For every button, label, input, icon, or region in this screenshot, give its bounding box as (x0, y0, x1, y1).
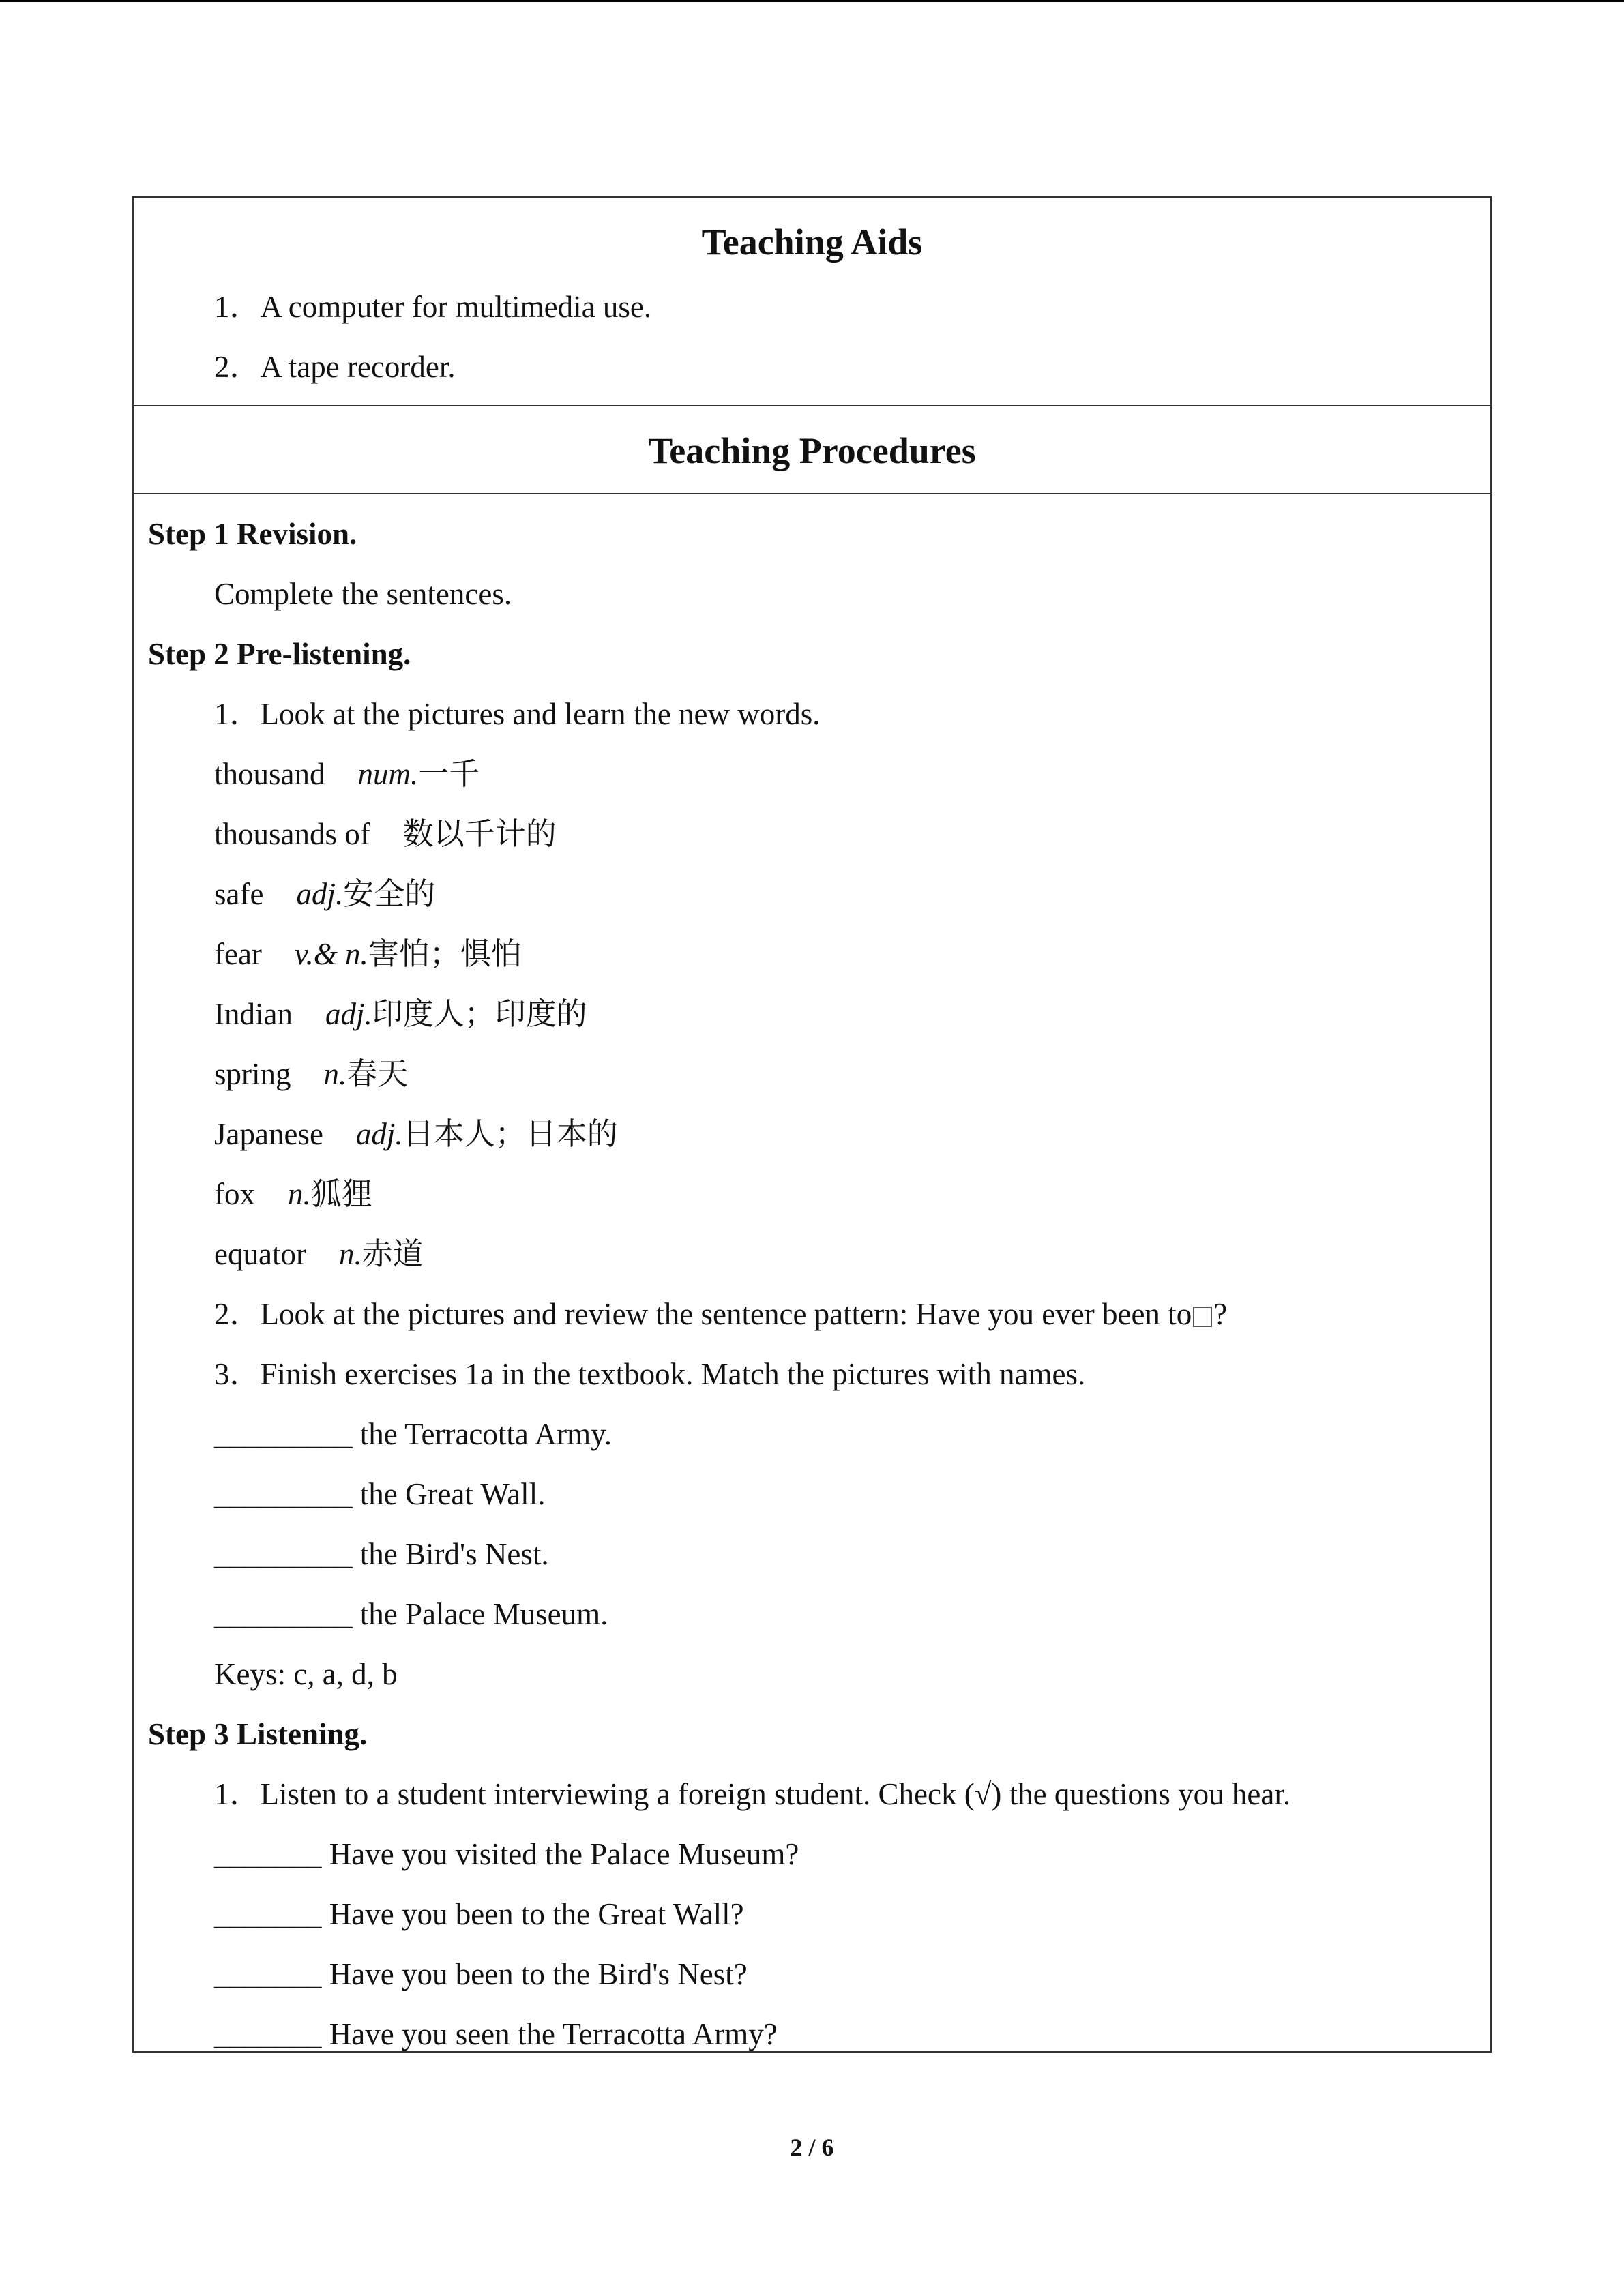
vocab-word: safe (214, 877, 264, 911)
vocab-word: thousands of (214, 817, 370, 851)
vocab-meaning: 数以千计的 (402, 817, 557, 851)
teaching-aid-item: 2．A tape recorder. (214, 350, 456, 384)
lesson-plan-table (132, 196, 1492, 2053)
check-item (134, 2004, 1490, 2064)
check-blank: _______ (214, 1897, 322, 1931)
vocab-meaning: 害怕；惧怕 (368, 937, 522, 971)
vocab-meaning: 印度人；印度的 (372, 997, 587, 1031)
check-blank: _______ (214, 1837, 322, 1871)
vocab-word: fox (214, 1177, 255, 1211)
step-heading: Step 3 Listening. (148, 1717, 368, 1751)
vocab-item (134, 744, 1490, 804)
vocab-meaning: 春天 (346, 1057, 409, 1091)
vocab-item (134, 1224, 1490, 1284)
step-heading: Step 2 Pre-listening. (148, 637, 411, 671)
vocab-pos: n. (323, 1057, 347, 1091)
match-blank: _________ (214, 1597, 353, 1631)
answer-keys: Keys: c, a, d, b (214, 1657, 398, 1691)
vocab-pos: adj. (325, 997, 372, 1031)
vocab-item (134, 1104, 1490, 1164)
vocab-meaning: 一千 (418, 757, 480, 791)
vocab-item (134, 804, 1490, 864)
vocab-meaning: 安全的 (343, 877, 436, 911)
match-item (134, 1584, 1490, 1644)
question-text: Have you visited the Palace Museum? (321, 1837, 799, 1871)
step-text: Complete the sentences. (214, 577, 512, 611)
check-item (134, 1884, 1490, 1944)
match-blank: _________ (214, 1537, 353, 1571)
step-text: 1．Listen to a student interviewing a foreign student. Check (√) the questions you hear. (214, 1777, 1291, 1811)
match-blank: _________ (214, 1477, 353, 1511)
sentence-pattern-end: ? (1213, 1297, 1228, 1331)
check-item (134, 1824, 1490, 1884)
vocab-item (134, 984, 1490, 1044)
vocab-word: spring (214, 1057, 291, 1091)
vocab-meaning: 日本人；日本的 (402, 1117, 618, 1151)
blank-box-icon (1193, 1307, 1212, 1327)
teaching-aids-section (134, 198, 1490, 406)
vocab-word: equator (214, 1237, 306, 1271)
step-heading: Step 1 Revision. (148, 517, 357, 551)
vocab-pos: n. (338, 1237, 362, 1271)
vocab-pos: num. (357, 757, 419, 791)
match-blank: _________ (214, 1417, 353, 1451)
vocab-meaning: 赤道 (361, 1237, 424, 1271)
teaching-procedures-body (134, 494, 1490, 2051)
check-item (134, 1944, 1490, 2004)
vocab-word: Indian (214, 997, 293, 1031)
teaching-procedures-header (134, 406, 1490, 494)
vocab-word: Japanese (214, 1117, 323, 1151)
teaching-aids-title: Teaching Aids (701, 222, 923, 263)
question-text: Have you been to the Great Wall? (321, 1897, 744, 1931)
vocab-pos: n. (288, 1177, 311, 1211)
match-item (134, 1404, 1490, 1464)
match-text: the Terracotta Army. (352, 1417, 612, 1451)
vocab-meaning: 狐狸 (310, 1177, 372, 1211)
vocab-item (134, 1044, 1490, 1104)
match-item (134, 1464, 1490, 1524)
page-number: 2 / 6 (790, 2134, 834, 2161)
question-text: Have you seen the Terracotta Army? (321, 2017, 778, 2051)
step-text: 1．Look at the pictures and learn the new words. (214, 697, 821, 731)
question-text: Have you been to the Bird's Nest? (321, 1957, 748, 1991)
check-blank: _______ (214, 1957, 322, 1991)
match-text: the Palace Museum. (352, 1597, 608, 1631)
vocab-item (134, 864, 1490, 924)
vocab-item (134, 924, 1490, 984)
vocab-item (134, 1164, 1490, 1224)
match-text: the Bird's Nest. (352, 1537, 549, 1571)
vocab-pos: v.& n. (294, 937, 368, 971)
match-item (134, 1524, 1490, 1584)
teaching-procedures-title: Teaching Procedures (648, 430, 976, 471)
vocab-word: fear (214, 937, 262, 971)
step-text (134, 1284, 1490, 1344)
vocab-pos: adj. (355, 1117, 403, 1151)
match-text: the Great Wall. (352, 1477, 546, 1511)
step-text: 3．Finish exercises 1a in the textbook. Match the pictures with names. (214, 1357, 1086, 1391)
top-border-line (0, 0, 1624, 2)
check-blank: _______ (214, 2017, 322, 2051)
teaching-aid-item: 1．A computer for multimedia use. (214, 290, 652, 324)
vocab-pos: adj. (296, 877, 344, 911)
vocab-word: thousand (214, 757, 325, 791)
sentence-pattern-text: 2．Look at the pictures and review the sentence pattern: Have you ever been to (214, 1297, 1192, 1331)
